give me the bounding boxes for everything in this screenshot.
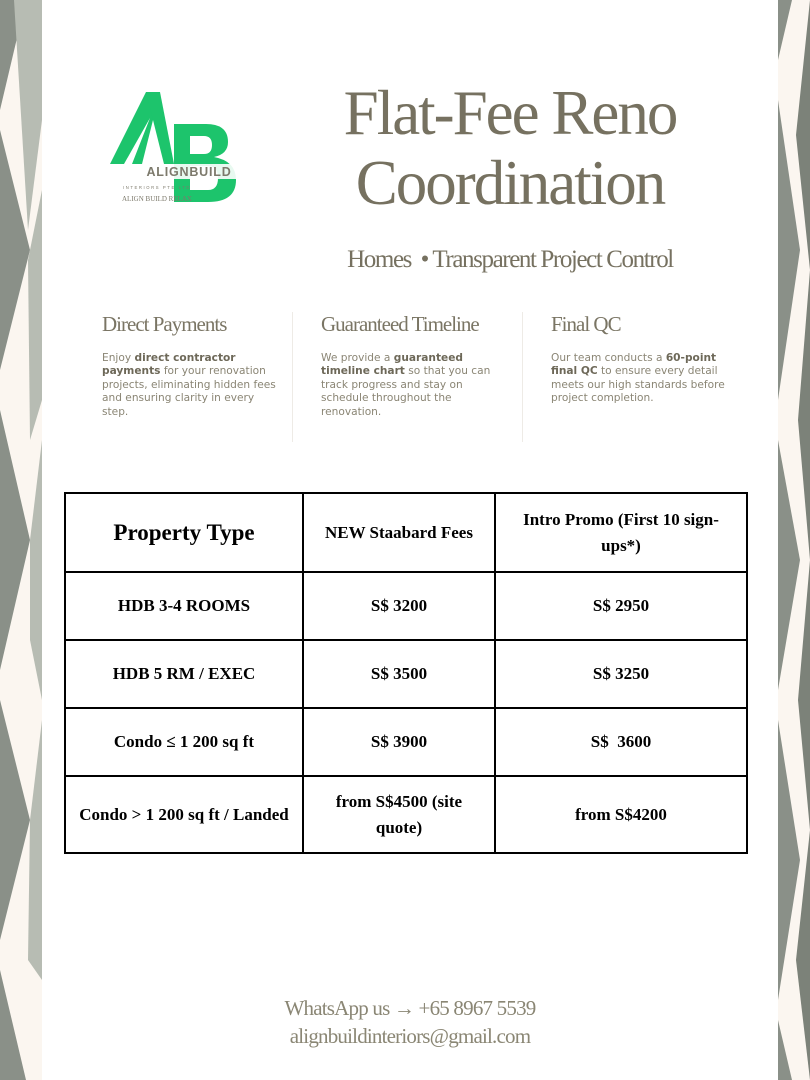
table-header-row xyxy=(65,493,747,572)
column-divider xyxy=(522,312,523,442)
header-intro-promo: Intro Promo (First 10 sign-ups*) xyxy=(495,493,747,572)
feature-title: Direct Payments xyxy=(102,312,227,336)
feature-text: Enjoy direct contractor payments for your renovation projects, eliminating hidden fees and ensuring clarity in every step. xyxy=(102,352,276,418)
pricing-table xyxy=(64,492,748,854)
feature-title: Final QC xyxy=(551,312,621,336)
column-divider xyxy=(292,312,293,442)
feature-direct-payments xyxy=(102,312,280,419)
standard-fee-cell: from S$4500 (site quote) xyxy=(303,776,495,853)
table-row xyxy=(65,708,747,776)
alignbuild-logo xyxy=(102,82,272,212)
standard-fee-cell: S$ 3900 xyxy=(303,708,495,776)
subtitle: Homes • Transparent Project Control xyxy=(347,246,673,273)
property-type-cell: Condo ≤ 1 200 sq ft xyxy=(65,708,303,776)
table-row xyxy=(65,776,747,853)
header-standard-fees: NEW Staabard Fees xyxy=(303,493,495,572)
promo-fee-cell: from S$4200 xyxy=(495,776,747,853)
standard-fee-cell: S$ 3500 xyxy=(303,640,495,708)
promo-fee-cell: S$ 3250 xyxy=(495,640,747,708)
feature-text: Our team conducts a 60-point final QC to ensure every detail meets our high standards before project completion. xyxy=(551,352,725,405)
feature-guaranteed-timeline xyxy=(321,312,497,419)
promo-fee-cell: S$ 3600 xyxy=(495,708,747,776)
right-border-pattern xyxy=(778,0,810,1080)
title-line-1: Flat-Fee Reno xyxy=(343,78,677,148)
table-row xyxy=(65,640,747,708)
header-property-type: Property Type xyxy=(65,493,303,572)
left-border-pattern xyxy=(0,0,42,1080)
brand-name: ALIGNBUILD xyxy=(146,165,232,179)
promo-fee-cell: S$ 2950 xyxy=(495,572,747,640)
property-type-cell: Condo > 1 200 sq ft / Landed xyxy=(65,776,303,853)
title-line-2: Coordination xyxy=(355,148,665,218)
table-row xyxy=(65,572,747,640)
page-title xyxy=(300,78,720,218)
brand-slogan: ALIGN BUILD RELAX xyxy=(122,195,192,203)
feature-final-qc xyxy=(551,312,731,406)
brand-tagline: INTERIORS PTE LTD xyxy=(122,185,192,190)
property-type-cell: HDB 3-4 ROOMS xyxy=(65,572,303,640)
standard-fee-cell: S$ 3200 xyxy=(303,572,495,640)
whatsapp-contact[interactable]: WhatsApp us → +65 8967 5539 xyxy=(284,996,536,1020)
feature-title: Guaranteed Timeline xyxy=(321,312,479,336)
email-contact[interactable]: alignbuildinteriors@gmail.com xyxy=(289,1024,531,1048)
property-type-cell: HDB 5 RM / EXEC xyxy=(65,640,303,708)
feature-text: We provide a guaranteed timeline chart so that you can track progress and stay on schedule throughout the renovation. xyxy=(321,352,491,418)
